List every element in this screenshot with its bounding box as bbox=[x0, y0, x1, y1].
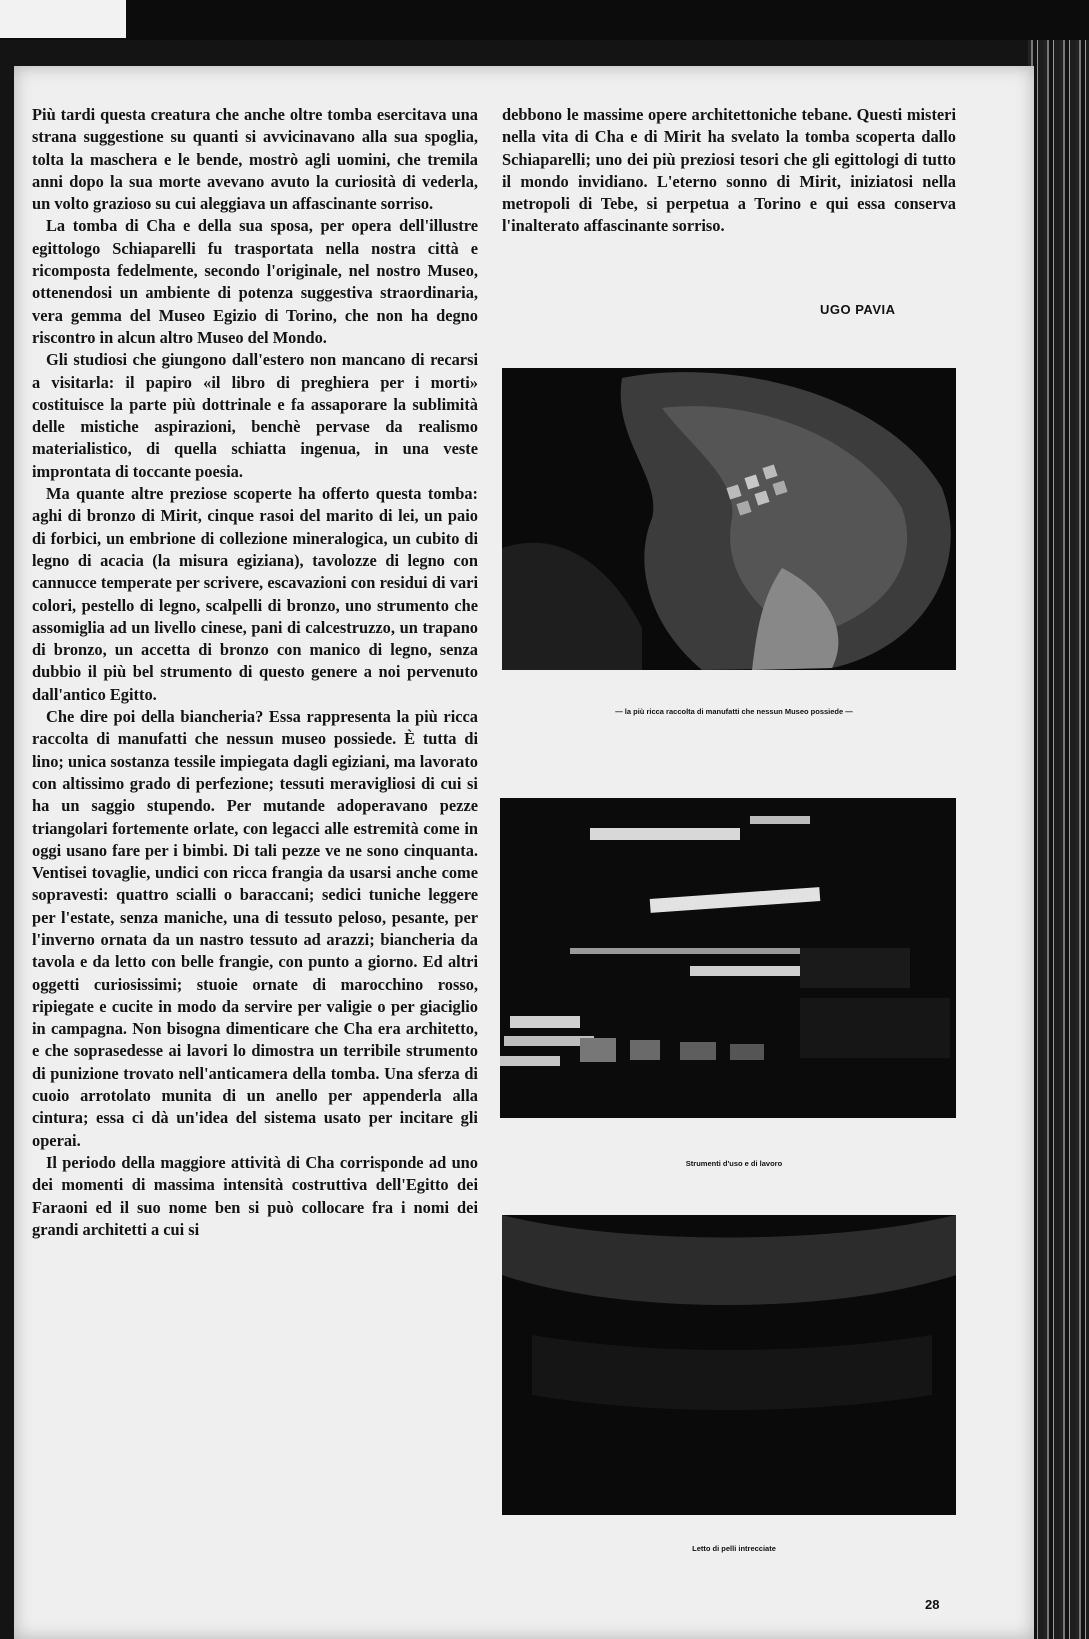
photo-2-caption: Strumenti d'uso e di lavoro bbox=[685, 1159, 783, 1168]
photo-1-illustration bbox=[502, 368, 956, 670]
book-binding-edge bbox=[1028, 40, 1089, 1639]
paragraph: La tomba di Cha e della sua sposa, per opera dell'illustre egittologo Schiaparelli fu trasportata nella nostra città e ricomposta fedelmente, secondo l'originale, nel nostro Museo, ottenendosi un ambiente di potenza suggestiva straordinaria, vera gemma del Museo Egizio di Torino, che non ha degno riscontro in alcun altro Museo del Mondo. bbox=[32, 216, 478, 347]
paragraph: Ma quante altre preziose scoperte ha offerto questa tomba: aghi di bronzo di Mirit, cinque rasoi del marito di lei, un paio di forbici, un embrione di collezione mineralogica, un cubito di legno di acacia (la misura egiziana), tavolozze di legno con cannucce temperate per scrivere, escavazioni con residui di vari colori, pestello di legno, scalpelli di bronzo, uno strumento che assomiglia ad un livello cinese, pani di calcestruzzo, un trapano di bronzo, un accetta di bronzo con manico di legno, senza dubbio il più bel strumento di questo genere a noi pervenuto dall'antico Egitto. bbox=[32, 484, 478, 704]
paragraph: Gli studiosi che giungono dall'estero non mancano di recarsi a visitarla: il papiro «il libro di preghiera per i morti» costituisce la parte più dottrinale e fa assaporare la sublimità delle mistiche aspirazioni, benchè pervase da realismo materialistico, di quella schiatta ingenua, in una veste improntata di toccante poesia. bbox=[32, 350, 478, 481]
photo-bed bbox=[502, 1215, 956, 1515]
photo-tools bbox=[500, 798, 956, 1118]
paragraph: Più tardi questa creatura che anche oltre tomba esercitava una strana suggestione su quanti si avvicinavano alla sua spoglia, tolta la maschera e le bende, mostrò agli uomini, che tremila anni dopo la sua morte avevano avuto la curiosità di vederla, un volto grazioso su cui aleggiava un affascinante sorriso. bbox=[32, 105, 478, 214]
photo-3-illustration bbox=[502, 1215, 956, 1515]
scan-corner-label bbox=[0, 0, 126, 38]
photo-linen-collection bbox=[502, 368, 956, 670]
right-text-column bbox=[502, 104, 956, 238]
magazine-page bbox=[14, 66, 1034, 1639]
photo-3-caption: Letto di pelli intrecciate bbox=[692, 1544, 776, 1553]
paragraph: Che dire poi della biancheria? Essa rappresenta la più ricca raccolta di manufatti che nessun museo possiede. È tutta di lino; unica sostanza tessile impiegata dagli egiziani, ma lavorato con altissimo grado di perfezione; tessuti meravigliosi di cui si ha un saggio stupendo. Per mutande adoperavano pezze triangolari fortemente orlate, con legacci alle estremità come in oggi usano fare per i bimbi. Di tali pezze ve ne sono cinquanta. Ventisei tovaglie, undici con ricca frangia da usarsi anche come sopravesti: quattro scialli o baraccani; sedici tuniche leggere per l'estate, senza maniche, una di tessuto peloso, pesante, per l'inverno ornata da un nastro tessuto ad arazzi; biancheria da tavola e da letto con belle frangie, con punto a giorno. Ed altri oggetti curiosissimi; stuoie ornate di marocchino rosso, ripiegate e cucite in modo da servire per valigie o per giaciglio in campagna. Non bisogna dimenticare che Cha era architetto, e che soprasedesse ai lavori lo dimostra un terribile strumento di punizione trovato nell'anticamera della tomba. Una sferza di cuoio arrotolato munita di un anello per appenderla alla cintura; essa ci dà un'idea del sistema usato per incitare gli operai. bbox=[32, 707, 478, 1150]
paragraph: Il periodo della maggiore attività di Cha corrisponde ad uno dei momenti di massima intensità costruttiva dell'Egitto dei Faraoni ed il suo nome ben si può collocare fra i nomi dei grandi architetti a cui si bbox=[32, 1152, 478, 1239]
photo-2-illustration bbox=[500, 798, 956, 1118]
photo-1-caption: — la più ricca raccolta di manufatti che nessun Museo possiede — bbox=[615, 707, 853, 716]
author-signature: UGO PAVIA bbox=[820, 302, 896, 317]
paragraph: debbono le massime opere architettoniche tebane. Questi misteri nella vita di Cha e di Mirit ha svelato la tomba scoperta dallo Schiaparelli; uno dei più preziosi tesori che gli egittologi di tutto il mondo invidiano. L'eterno sonno di Mirit, iniziatosi nella metropoli di Tebe, si perpetua a Torino e qui essa conserva l'inalterato affascinante sorriso. bbox=[502, 105, 956, 236]
page-number: 28 bbox=[925, 1597, 940, 1612]
scan-border bbox=[0, 0, 1089, 40]
left-text-column bbox=[32, 104, 478, 1241]
